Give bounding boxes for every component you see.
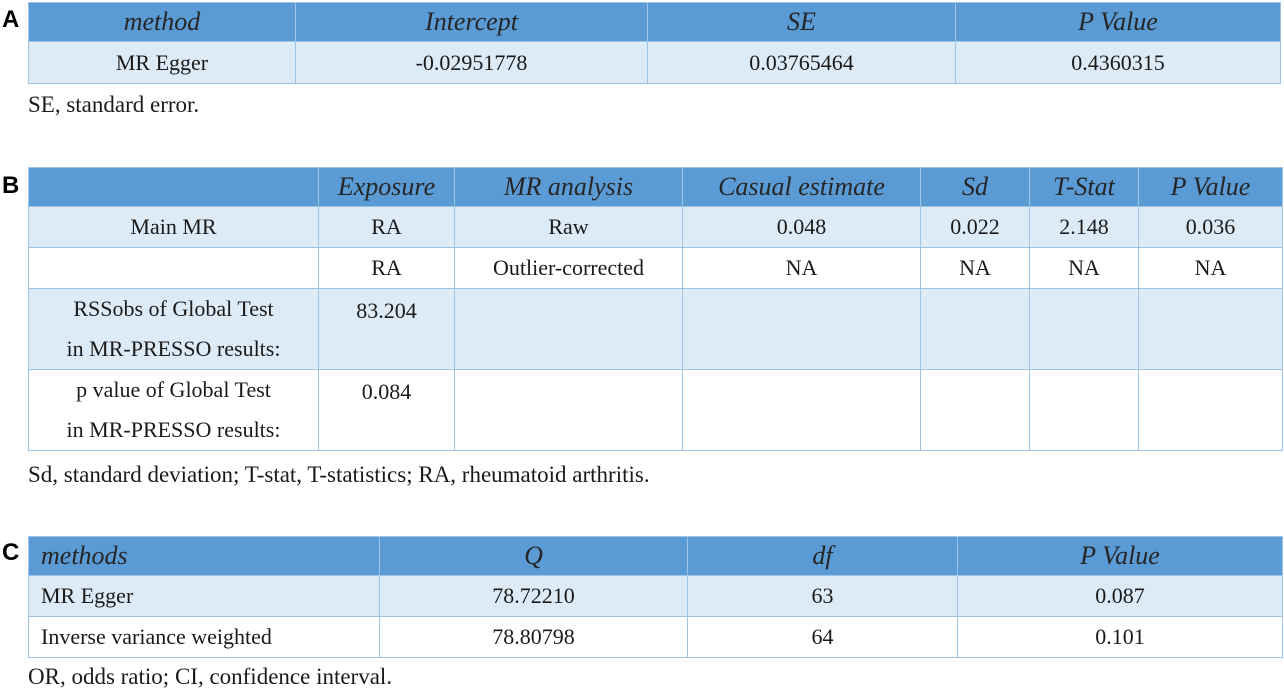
col-header-exposure: Exposure xyxy=(319,168,455,207)
panel-b-footnote: Sd, standard deviation; T-stat, T-statistics; RA, rheumatoid arthritis. xyxy=(28,462,650,487)
col-header-p-value: P Value xyxy=(1139,168,1283,207)
table-cell xyxy=(1030,289,1139,370)
table-cell: NA xyxy=(683,248,921,289)
table-cell: Main MR xyxy=(29,207,319,248)
p-value-cell: 0.084 xyxy=(319,370,455,451)
table-row xyxy=(29,289,1283,370)
p-label-cell xyxy=(29,370,319,451)
table-row xyxy=(29,207,1283,248)
col-header-df: df xyxy=(688,537,958,576)
table-cell: 0.4360315 xyxy=(956,42,1281,84)
rss-label-cell xyxy=(29,289,319,370)
table-cell: 0.03765464 xyxy=(648,42,956,84)
table-header-row xyxy=(29,537,1283,576)
rss-value-cell: 83.204 xyxy=(319,289,455,370)
col-header-method: method xyxy=(29,3,296,42)
table-cell xyxy=(683,370,921,451)
col-header-sd: Sd xyxy=(921,168,1030,207)
panel-a-footnote: SE, standard error. xyxy=(28,92,200,117)
panel-b-table xyxy=(28,167,1283,451)
table-header-row xyxy=(29,3,1281,42)
table-cell xyxy=(455,289,683,370)
panel-c-footnote: OR, odds ratio; CI, confidence interval. xyxy=(28,664,393,689)
table-cell: Raw xyxy=(455,207,683,248)
table-cell: -0.02951778 xyxy=(296,42,648,84)
table-cell: 2.148 xyxy=(1030,207,1139,248)
table-cell: Inverse variance weighted xyxy=(29,617,380,658)
table-row xyxy=(29,42,1281,84)
panel-a-letter: A xyxy=(2,6,20,33)
table-cell xyxy=(1139,370,1283,451)
col-header-casual-estimate: Casual estimate xyxy=(683,168,921,207)
table-cell xyxy=(921,370,1030,451)
table-row xyxy=(29,248,1283,289)
rss-label-line-1: RSSobs of Global Test xyxy=(73,296,274,321)
table-cell: MR Egger xyxy=(29,42,296,84)
col-header-methods: methods xyxy=(29,537,380,576)
table-cell: NA xyxy=(921,248,1030,289)
table-cell: 0.036 xyxy=(1139,207,1283,248)
table-cell: 64 xyxy=(688,617,958,658)
table-cell: NA xyxy=(1030,248,1139,289)
table-cell: Outlier-corrected xyxy=(455,248,683,289)
p-label-line-1: p value of Global Test xyxy=(76,377,271,402)
panel-c-table xyxy=(28,536,1283,658)
table-cell xyxy=(1139,289,1283,370)
col-header-t-stat: T-Stat xyxy=(1030,168,1139,207)
col-header-p-value: P Value xyxy=(956,3,1281,42)
table-row xyxy=(29,576,1283,617)
table-cell: RA xyxy=(319,207,455,248)
table-cell: NA xyxy=(1139,248,1283,289)
rss-label-line-2: in MR-PRESSO results: xyxy=(66,336,281,361)
col-header-intercept: Intercept xyxy=(296,3,648,42)
table-cell: 78.72210 xyxy=(380,576,688,617)
table-cell xyxy=(1030,370,1139,451)
table-row xyxy=(29,617,1283,658)
col-header-q: Q xyxy=(380,537,688,576)
table-cell xyxy=(455,370,683,451)
table-cell xyxy=(683,289,921,370)
panel-c-letter: C xyxy=(2,539,20,566)
table-cell: 0.022 xyxy=(921,207,1030,248)
col-header-p-value: P Value xyxy=(958,537,1283,576)
table-cell: 0.087 xyxy=(958,576,1283,617)
table-cell xyxy=(921,289,1030,370)
panel-b-letter: B xyxy=(2,172,20,199)
col-header-blank xyxy=(29,168,319,207)
col-header-se: SE xyxy=(648,3,956,42)
table-cell: RA xyxy=(319,248,455,289)
table-cell: 78.80798 xyxy=(380,617,688,658)
table-cell: MR Egger xyxy=(29,576,380,617)
table-cell: 0.048 xyxy=(683,207,921,248)
table-cell: 0.101 xyxy=(958,617,1283,658)
table-row xyxy=(29,370,1283,451)
panel-a-table xyxy=(28,2,1281,84)
col-header-mr-analysis: MR analysis xyxy=(455,168,683,207)
p-label-line-2: in MR-PRESSO results: xyxy=(66,417,281,442)
table-cell xyxy=(29,248,319,289)
table-cell: 63 xyxy=(688,576,958,617)
table-header-row xyxy=(29,168,1283,207)
